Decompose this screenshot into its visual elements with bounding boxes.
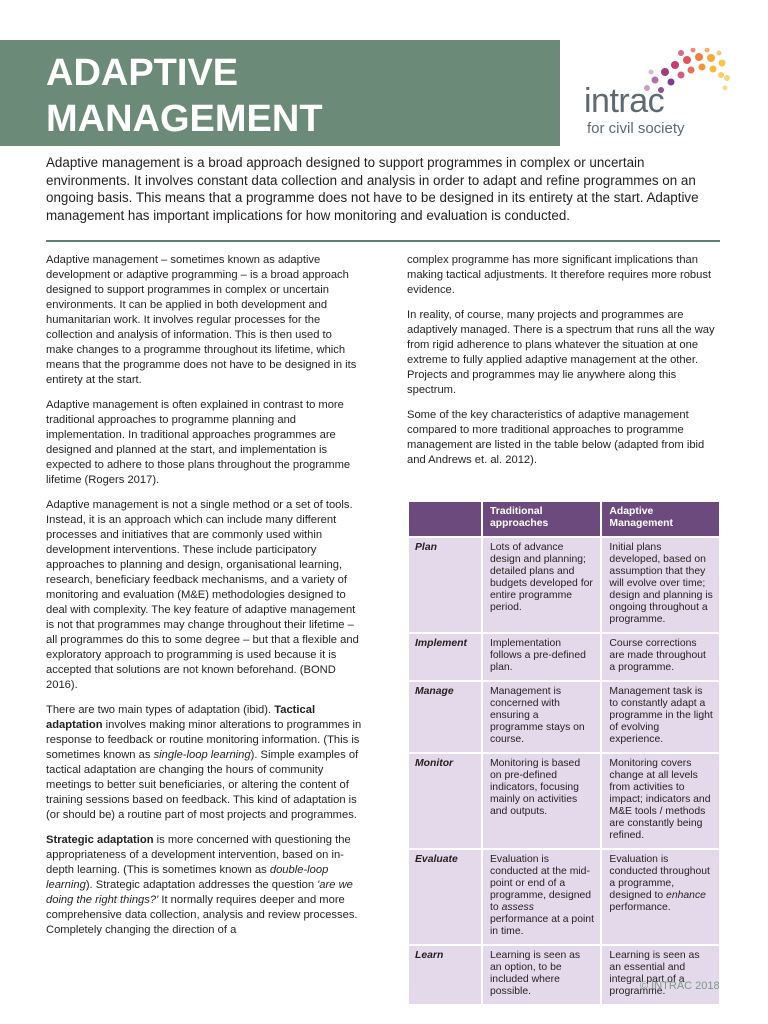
table-header-row [408,501,720,537]
left-paragraph-5 [46,833,362,938]
row-label: Evaluate [408,849,482,945]
emphasis-assess: assess [501,902,534,913]
table-row [408,849,720,945]
adaptive-cell: Initial plans developed, based on assumption that they will evolve over time; design and planning is ongoing throughout a programme. [601,537,720,633]
adaptive-cell: Monitoring covers change at all levels from activities to impact; indicators and M&E tools / methods are constantly being refined. [601,753,720,849]
traditional-cell: Lots of advance design and planning; detailed plans and budgets developed for entire programme period. [482,537,601,633]
text-run: involves making minor alterations to programmes in response to feedback or routine monitoring information. (This is sometimes known as [46,719,362,761]
term-strategic-adaptation: Strategic adaptation [46,834,154,846]
text-run: Evaluation is conducted throughout a programme, designed to [609,854,710,901]
table-row [408,945,720,1005]
traditional-cell [482,849,601,945]
traditional-cell: Monitoring is based on pre-defined indicators, focusing mainly on activities and outputs. [482,753,601,849]
text-run: There are two main types of adaptation (ibid). [46,704,275,716]
page-title-line2: MANAGEMENT [46,98,323,140]
intrac-logo [582,48,732,143]
intro-summary [46,154,726,224]
left-paragraph-1: Adaptive management – sometimes known as adaptive development or adaptive programming – is a broad approach designed to support programmes in complex or uncertain environments. It can be applied in both development and humanitarian work. It involves regular processes for the collection and analysis of information. This is then used to make changes to a programme throughout its lifetime, which means that the programme does not have to be designed in its entirety at the start. [46,254,357,386]
logo-tagline: for civil society [587,120,685,137]
emphasis-enhance: enhance [666,890,706,901]
row-label: Implement [408,633,482,681]
right-paragraph-3: Some of the key characteristics of adaptive management compared to more traditional approaches to programme management are listed in the table below (adapted from ibid and Andrews et. al. 2012). [407,409,705,466]
comparison-table-wrapper [407,500,721,1006]
comparison-table [407,500,721,1006]
table-header-corner [408,501,482,537]
quoted-question: 'are we doing the right things?' [46,879,353,906]
text-run: performance at a point in time. [490,914,594,937]
text-run: performance. [609,902,671,913]
adaptive-cell: Management task is to constantly adapt a programme in the light of evolving experience. [601,681,720,753]
adaptive-cell: Course corrections are made throughout a programme. [601,633,720,681]
page-title [46,50,323,142]
text-run: ). Strategic adaptation addresses the question [85,879,318,891]
table-header-traditional: Traditional approaches [482,501,601,537]
copyright-notice: © INTRAC 2018 [640,980,720,992]
traditional-cell: Management is concerned with ensuring a programme stays on course. [482,681,601,753]
left-paragraph-2: Adaptive management is often explained in contrast to more traditional approaches to programme planning and implementation. In traditional approaches programmes are designed and planned at the start, and implementation is expected to adhere to those plans throughout the programme lifetime (Rogers 2017). [46,399,351,486]
row-label: Learn [408,945,482,1005]
table-header-adaptive: Adaptive Management [601,501,720,537]
right-paragraph-1: complex programme has more significant implications than making tactical adjustments. It therefore requires more robust evidence. [407,254,712,296]
traditional-cell: Learning is seen as an option, to be included where possible. [482,945,601,1005]
text-run: It normally requires deeper and more comprehensive data collection, analysis and review processes. Completely changing the direction of a [46,894,358,936]
left-paragraph-3: Adaptive management is not a single method or a set of tools. Instead, it is an approach which can include many different processes and initiatives that are commonly used within development interventions. These include participatory approaches to planning and design, organisational learning, research, beneficiary feedback mechanisms, and a variety of monitoring and evaluation (M&E) methodologies designed to deal with complexity. The key feature of adaptive management is not that programmes may change throughout their lifetime – all programmes do this to some degree – but that a flexible and exploratory approach to programming is used because it is accepted that solutions are not known beforehand. (BOND 2016). [46,499,359,691]
text-run: ). Simple examples of tactical adaptation are changing the hours of community meetings to better suit beneficiaries, or altering the content of training sessions based on feedback. This kind of adaptation is (or should be) a routine part of most projects and programmes. [46,749,359,821]
left-paragraph-4 [46,703,362,823]
intro-text: Adaptive management is a broad approach designed to support programmes in complex or uncertain environments. It involves constant data collection and analysis in order to adapt and refine programmes on an ongoing basis. This means that a programme does not have to be designed in its entirety at the start. Adaptive management has important implications for how monitoring and evaluation is conducted. [46,155,699,223]
row-label: Manage [408,681,482,753]
adaptive-cell [601,849,720,945]
row-label: Plan [408,537,482,633]
row-label: Monitor [408,753,482,849]
term-tactical-adaptation: Tactical adaptation [46,704,316,731]
table-row [408,681,720,753]
left-column [46,253,362,948]
page-title-line1: ADAPTIVE [46,52,239,94]
right-column [407,253,721,478]
section-divider [46,240,720,242]
text-run: is more concerned with questioning the appropriateness of a development intervention, based on in-depth learning. (This is sometimes known as [46,834,351,876]
table-row [408,537,720,633]
right-paragraph-2: In reality, of course, many projects and programmes are adaptively managed. There is a spectrum that runs all the way from rigid adherence to plans whatever the situation at one extreme to fully applied adaptive management at the other. Projects and programmes may lie anywhere along this spectrum. [407,309,715,396]
table-row [408,633,720,681]
table-row [408,753,720,849]
text-run: Evaluation is conducted at the mid-point or end of a programme, designed to [490,854,592,913]
term-single-loop: single-loop learning [153,749,251,761]
title-banner [0,40,560,146]
term-double-loop: double-loop learning [46,864,329,891]
adaptive-cell: Learning is seen as an essential and integral part of a programme. [601,945,720,1005]
logo-wordmark: intrac [584,82,665,120]
traditional-cell: Implementation follows a pre-defined plan. [482,633,601,681]
